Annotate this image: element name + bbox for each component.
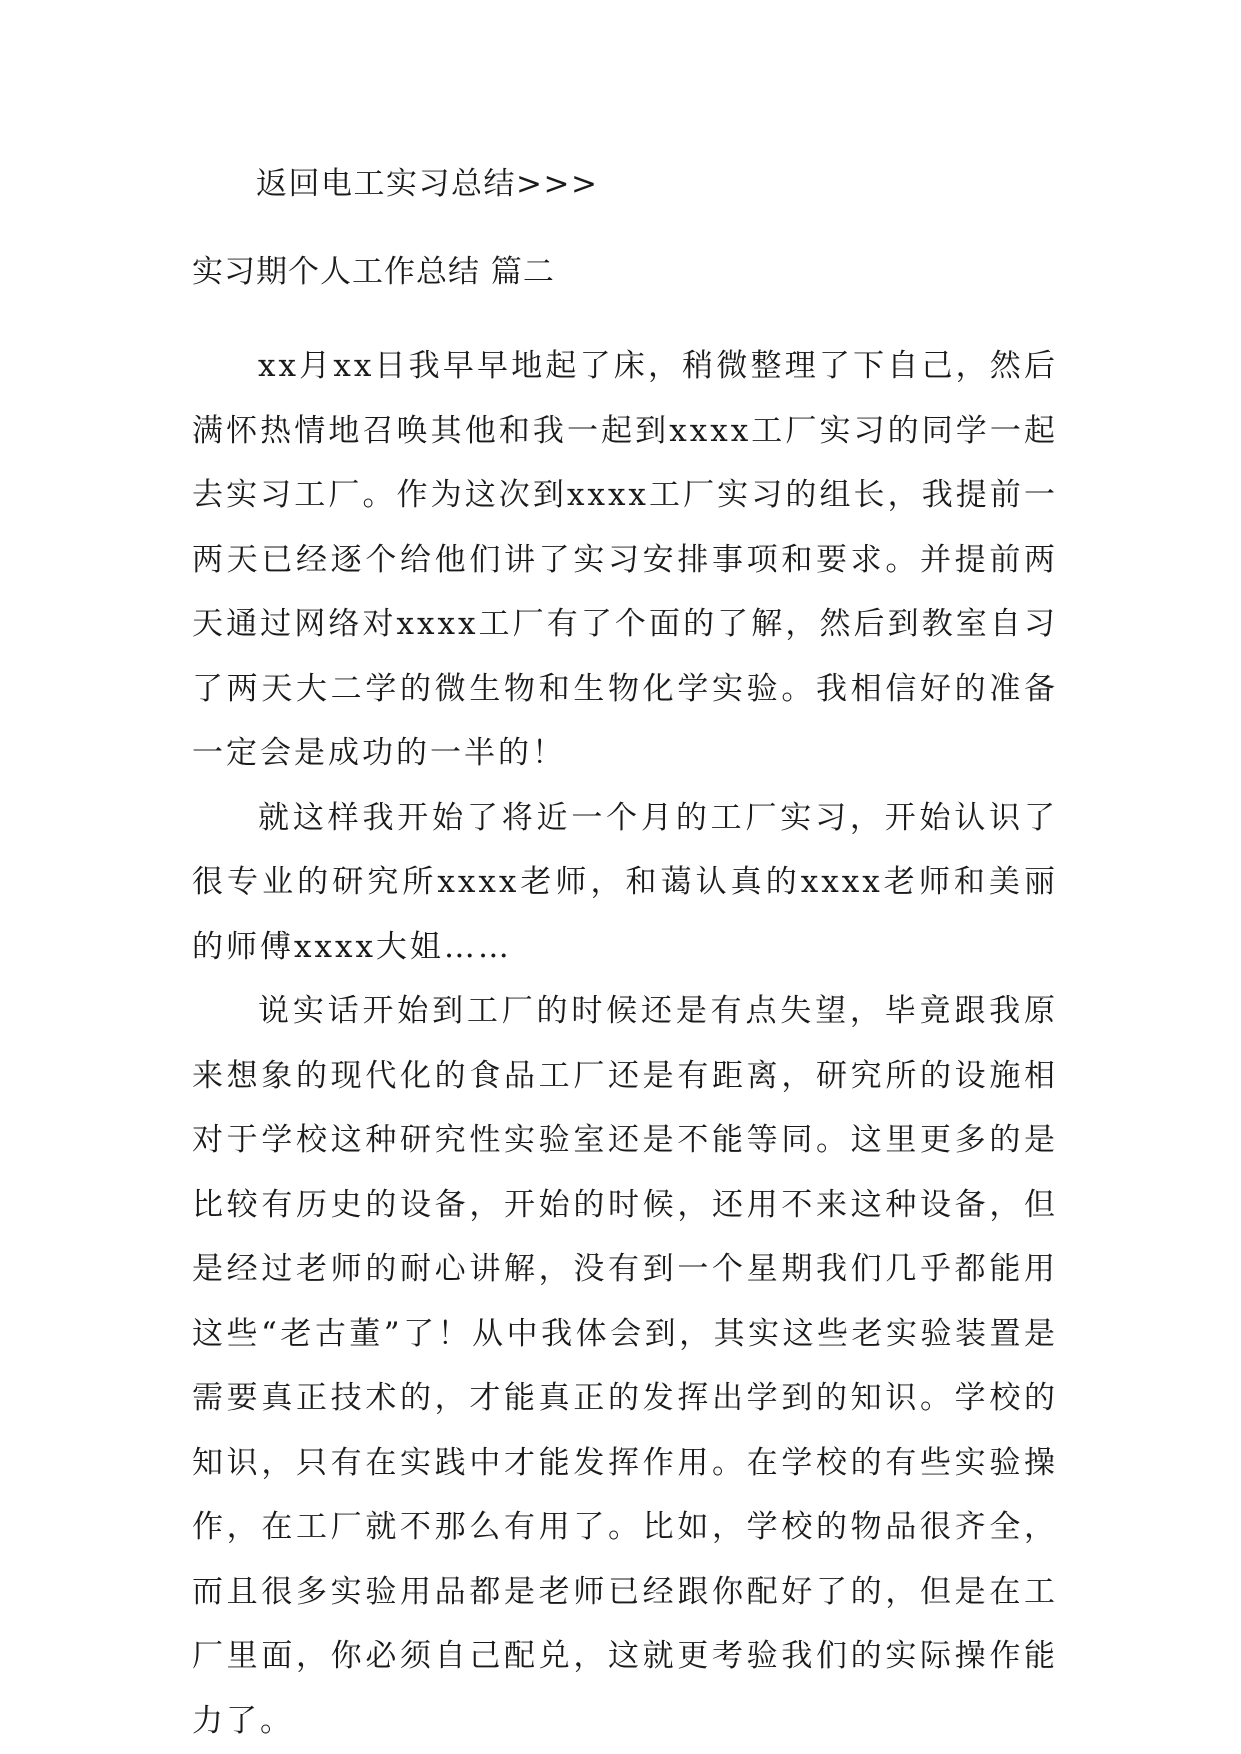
section-title: 实习期个人工作总结 篇二	[192, 254, 555, 290]
paragraph-preparation: xx月xx日我早早地起了床，稍微整理了下自己，然后满怀热情地召唤其他和我一起到xxxx工厂实习的同学一起去实习工厂。作为这次到xxxx工厂实习的组长，我提前一两天已经逐个给他们讲了实习安排事项和要求。并提前两天通过网络对xxxx工厂有了个面的了解，然后到教室自习了两天大二学的微生物和生物化学实验。我相信好的准备一定会是成功的一半的！	[192, 348, 1058, 771]
article-body	[192, 334, 1058, 1753]
paragraph-start-internship: 就这样我开始了将近一个月的工厂实习，开始认识了很专业的研究所xxxx老师，和蔼认真的xxxx老师和美丽的师傅xxxx大姐……	[192, 799, 1058, 965]
back-to-summary-link[interactable]: 返回电工实习总结>>>	[256, 166, 599, 202]
paragraph-reflection: 说实话开始到工厂的时候还是有点失望，毕竟跟我原来想象的现代化的食品工厂还是有距离，研究所的设施相对于学校这种研究性实验室还是不能等同。这里更多的是比较有历史的设备，开始的时候，还用不来这种设备，但是经过老师的耐心讲解，没有到一个星期我们几乎都能用这些“老古董”了！从中我体会到，其实这些老实验装置是需要真正技术的，才能真正的发挥出学到的知识。学校的知识，只有在实践中才能发挥作用。在学校的有些实验操作，在工厂就不那么有用了。比如，学校的物品很齐全，而且很多实验用品都是老师已经跟你配好了的，但是在工厂里面，你必须自己配兑，这就更考验我们的实际操作能力了。	[192, 993, 1058, 1739]
